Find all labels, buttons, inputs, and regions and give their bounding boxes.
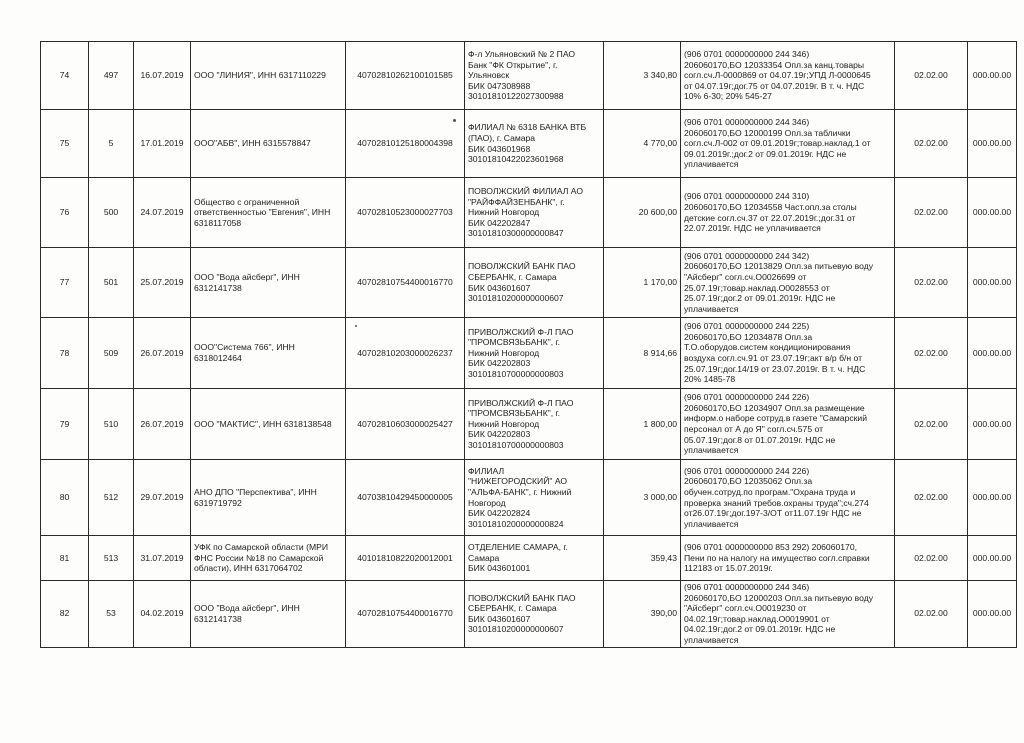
bank-line: ПРИВОЛЖСКИЙ Ф-Л ПАО — [468, 397, 574, 408]
account-number: 40702810754400016770 — [346, 248, 465, 318]
payment-date: 26.07.2019 — [134, 318, 191, 389]
bank-line: Новгород — [468, 497, 506, 508]
payment-amount: 4 770,00 — [604, 110, 681, 178]
bank-line: Банк "ФК Открытие", г. — [468, 59, 558, 70]
zero-amount: 000.00.00 — [968, 42, 1017, 110]
payee-name: ООО "ЛИНИЯ", ИНН 6317110229 — [191, 42, 346, 110]
bank-line: "ПРОМСВЯЗЬБАНК", г. — [468, 337, 560, 348]
purpose-line: 206060170,БО 12034907 Опл.за размещение — [684, 402, 865, 413]
payment-purpose — [681, 389, 895, 460]
payee-bank — [465, 581, 604, 648]
purpose-line: проверка знаний требов.охраны труда";сч.274 — [684, 497, 869, 508]
row-number: 78 — [41, 318, 89, 389]
bank-line: Ульяновск — [468, 70, 510, 81]
purpose-line: 04.02.19г;товар.наклад.О0019901 от — [684, 613, 830, 624]
purpose-line: Пени по на налогу на имущество согл.справки — [684, 552, 870, 563]
purpose-line: от26.07.19г;дог.197-3/ОТ от11.07.19г НДС не — [684, 508, 862, 519]
payment-register-table — [40, 41, 1017, 648]
scan-speck — [453, 119, 456, 122]
account-number: 40703810429450000005 — [346, 460, 465, 536]
payment-amount: 3 000,00 — [604, 460, 681, 536]
purpose-line: 206060170,БО 12000203 Опл.за питьевую воду — [684, 592, 874, 603]
bank-line: 30101810122027300988 — [468, 91, 564, 102]
purpose-line: уплачивается — [684, 303, 739, 314]
payment-amount: 1 800,00 — [604, 389, 681, 460]
purpose-line: 04.02.19г;дог.2 от 09.01.2019г. НДС не — [684, 624, 836, 635]
bank-line: ПОВОЛЖСКИЙ ФИЛИАЛ АО — [468, 186, 584, 197]
payee-name: ООО "МАКТИС", ИНН 6318138548 — [191, 389, 346, 460]
table-row — [41, 318, 1017, 389]
row-number: 77 — [41, 248, 89, 318]
row-number: 82 — [41, 581, 89, 648]
purpose-line: уплачивается — [684, 159, 739, 170]
zero-amount: 000.00.00 — [968, 110, 1017, 178]
document-number: 509 — [89, 318, 134, 389]
payment-amount: 20 600,00 — [604, 178, 681, 248]
classification-code: 02.02.00 — [895, 460, 968, 536]
payment-purpose — [681, 178, 895, 248]
account-number: 40702810754400016770 — [346, 581, 465, 648]
payee-name: ООО "Вода айсберг", ИНН 6312141738 — [191, 581, 346, 648]
classification-code: 02.02.00 — [895, 389, 968, 460]
purpose-line: согл.сч.Л-002 от 09.01.2019г;товар.наклад.1 от — [684, 138, 871, 149]
bank-line: Нижний Новгород — [468, 418, 540, 429]
bank-line: БИК 042202803 — [468, 429, 531, 440]
payment-amount: 8 914,66 — [604, 318, 681, 389]
table-row — [41, 389, 1017, 460]
table-row — [41, 178, 1017, 248]
payment-date: 16.07.2019 — [134, 42, 191, 110]
document-number: 501 — [89, 248, 134, 318]
purpose-line: (906 0701 0000000000 244 342) — [684, 250, 810, 261]
purpose-line: (906 0701 0000000000 244 346) — [684, 117, 810, 128]
table-row — [41, 460, 1017, 536]
purpose-line: 22.07.2019г. НДС не уплачивается — [684, 223, 821, 234]
payee-bank — [465, 110, 604, 178]
bank-line: СБЕРБАНК, г. Самара — [468, 603, 557, 614]
payee-bank — [465, 42, 604, 110]
purpose-line: 206060170,БО 12034558 Част.опл.за столы — [684, 201, 857, 212]
payee-bank — [465, 460, 604, 536]
payee-bank — [465, 178, 604, 248]
purpose-line: (906 0701 0000000000 244 310) — [684, 191, 810, 202]
row-number: 76 — [41, 178, 89, 248]
bank-line: БИК 047308988 — [468, 80, 531, 91]
bank-line: ПОВОЛЖСКИЙ БАНК ПАО — [468, 261, 576, 272]
classification-code: 02.02.00 — [895, 42, 968, 110]
purpose-line: 05.07.19г;дог.8 от 01.07.2019г. НДС не — [684, 434, 836, 445]
bank-line: 30101810200000000824 — [468, 518, 564, 529]
document-number: 53 — [89, 581, 134, 648]
purpose-line: (906 0701 0000000000 853 292) 206060170, — [684, 542, 857, 553]
purpose-line: 25.07.19г;товар.наклад.О0028553 от — [684, 282, 830, 293]
account-number: 40101810822020012001 — [346, 536, 465, 581]
bank-line: "АЛЬФА-БАНК", г. Нижний — [468, 486, 572, 497]
purpose-line: "Айсберг" согл.сч.О0026699 от — [684, 271, 807, 282]
payment-date: 25.07.2019 — [134, 248, 191, 318]
payment-purpose — [681, 460, 895, 536]
bank-line: ОТДЕЛЕНИЕ САМАРА, г. — [468, 542, 568, 553]
bank-line: БИК 042202803 — [468, 358, 531, 369]
payee-bank — [465, 389, 604, 460]
payment-register-sheet — [40, 41, 1016, 648]
payee-name: ООО "Вода айсберг", ИНН 6312141738 — [191, 248, 346, 318]
row-number: 74 — [41, 42, 89, 110]
table-row — [41, 248, 1017, 318]
row-number: 75 — [41, 110, 89, 178]
purpose-line: 112183 от 15.07.2019г. — [684, 563, 773, 574]
document-number: 500 — [89, 178, 134, 248]
purpose-line: (906 0701 0000000000 244 226) — [684, 465, 810, 476]
payment-date: 04.02.2019 — [134, 581, 191, 648]
payee-bank — [465, 318, 604, 389]
classification-code: 02.02.00 — [895, 536, 968, 581]
purpose-line: уплачивается — [684, 634, 739, 645]
bank-line: Ф-л Ульяновский № 2 ПАО — [468, 49, 576, 60]
bank-line: БИК 043601001 — [468, 563, 531, 574]
bank-line: ПРИВОЛЖСКИЙ Ф-Л ПАО — [468, 326, 574, 337]
purpose-line: 206060170,БО 12035062 Опл.за — [684, 476, 813, 487]
payment-amount: 1 170,00 — [604, 248, 681, 318]
zero-amount: 000.00.00 — [968, 318, 1017, 389]
account-number: 40702810523000027703 — [346, 178, 465, 248]
payment-date: 24.07.2019 — [134, 178, 191, 248]
payment-purpose — [681, 110, 895, 178]
bank-line: БИК 042202847 — [468, 217, 531, 228]
document-number: 513 — [89, 536, 134, 581]
bank-line: "РАЙФФАЙЗЕНБАНК", г. — [468, 196, 565, 207]
zero-amount: 000.00.00 — [968, 248, 1017, 318]
table-row — [41, 536, 1017, 581]
payment-amount: 390,00 — [604, 581, 681, 648]
payment-amount: 3 340,80 — [604, 42, 681, 110]
payment-purpose — [681, 536, 895, 581]
zero-amount: 000.00.00 — [968, 536, 1017, 581]
row-number: 79 — [41, 389, 89, 460]
purpose-line: 10% 6-30; 20% 545-27 — [684, 91, 772, 102]
purpose-line: (906 0701 0000000000 244 346) — [684, 49, 810, 60]
document-number: 497 — [89, 42, 134, 110]
purpose-line: персонал от А до Я" согл.сч.575 от — [684, 424, 824, 434]
payment-amount: 359,43 — [604, 536, 681, 581]
classification-code: 02.02.00 — [895, 581, 968, 648]
bank-line: 30101810700000000803 — [468, 368, 564, 379]
classification-code: 02.02.00 — [895, 248, 968, 318]
bank-line: БИК 043601607 — [468, 613, 531, 624]
purpose-line: 09.01.2019г.;дог.2 от 09.01.2019г. НДС не — [684, 148, 847, 159]
purpose-line: "Айсберг" согл.сч.О0019230 от — [684, 603, 807, 614]
purpose-line: 206060170,БО 12033354 Опл.за канц.товары — [684, 59, 865, 70]
bank-line: Нижний Новгород — [468, 207, 540, 218]
bank-line: СБЕРБАНК, г. Самара — [468, 271, 557, 282]
classification-code: 02.02.00 — [895, 318, 968, 389]
bank-line: БИК 042202824 — [468, 508, 531, 519]
bank-line: "НИЖЕГОРОДСКИЙ" АО — [468, 476, 568, 487]
bank-line: БИК 043601968 — [468, 143, 531, 154]
payee-name: УФК по Самарской области (МРИ ФНС России №18 по Самарской области), ИНН 6317064702 — [191, 536, 346, 581]
payment-purpose — [681, 318, 895, 389]
purpose-line: 206060170,БО 12000199 Опл.за таблички — [684, 127, 851, 138]
zero-amount: 000.00.00 — [968, 389, 1017, 460]
account-number: 40702810125180004398 — [346, 110, 465, 178]
table-row — [41, 581, 1017, 648]
payee-name: АНО ДПО "Перспектива", ИНН 6319719792 — [191, 460, 346, 536]
classification-code: 02.02.00 — [895, 178, 968, 248]
document-number: 510 — [89, 389, 134, 460]
purpose-line: (906 0701 0000000000 244 226) — [684, 392, 810, 403]
payment-date: 26.07.2019 — [134, 389, 191, 460]
purpose-line: 206060170,БО 12034878 Опл.за — [684, 331, 813, 342]
purpose-line: согл.сч.Л-0000869 от 04.07.19г;УПД Л-0000645 — [684, 70, 871, 81]
purpose-line: (906 0701 0000000000 244 225) — [684, 321, 810, 332]
purpose-line: 20% 1485-78 — [684, 374, 736, 385]
bank-line: 30101810422023601968 — [468, 154, 564, 165]
purpose-line: воздуха согл.сч.91 от 23.07.19г;акт в/р б/н от — [684, 353, 863, 363]
purpose-line: обучен.сотруд.по програм."Охрана труда и — [684, 486, 856, 497]
bank-line: ФИЛИАЛ № 6318 БАНКА ВТБ — [468, 122, 587, 133]
account-number: 40702810262100101585 — [346, 42, 465, 110]
bank-line: БИК 043601607 — [468, 282, 531, 293]
classification-code: 02.02.00 — [895, 110, 968, 178]
payment-date: 29.07.2019 — [134, 460, 191, 536]
document-number: 5 — [89, 110, 134, 178]
purpose-line: 25.07.19г;дог.14/19 от 23.07.2019г. В т. ч. НДС — [684, 363, 866, 374]
row-number: 80 — [41, 460, 89, 536]
purpose-line: Т.О.оборудов.систем кондиционирования — [684, 342, 851, 353]
bank-line: Нижний Новгород — [468, 347, 540, 358]
bank-line: ФИЛИАЛ — [468, 465, 505, 476]
purpose-line: (906 0701 0000000000 244 346) — [684, 582, 810, 592]
payment-date: 17.01.2019 — [134, 110, 191, 178]
bank-line: 30101810200000000607 — [468, 624, 564, 635]
document-number: 512 — [89, 460, 134, 536]
zero-amount: 000.00.00 — [968, 460, 1017, 536]
purpose-line: 25.07.19г;дог.2 от 09.01.2019г. НДС не — [684, 293, 836, 304]
account-number: 40702810203000026237 — [346, 318, 465, 389]
payee-bank — [465, 248, 604, 318]
register-rows — [41, 42, 1017, 648]
bank-line: ПОВОЛЖСКИЙ БАНК ПАО — [468, 592, 576, 603]
table-row — [41, 110, 1017, 178]
payee-name: Общество с ограниченной ответственностью "Евгения", ИНН 6318117058 — [191, 178, 346, 248]
row-number: 81 — [41, 536, 89, 581]
payment-purpose — [681, 42, 895, 110]
payee-bank — [465, 536, 604, 581]
bank-line: 30101810300000000847 — [468, 228, 564, 239]
bank-line: "ПРОМСВЯЗЬБАНК", г. — [468, 408, 560, 419]
bank-line: 30101810200000000607 — [468, 293, 564, 304]
account-number: 40702810603000025427 — [346, 389, 465, 460]
zero-amount: 000.00.00 — [968, 581, 1017, 648]
purpose-line: уплачивается — [684, 518, 739, 529]
payee-name: ООО"Система 766", ИНН 6318012464 — [191, 318, 346, 389]
purpose-line: информ.о наборе сотруд.в газете "Самарский — [684, 413, 868, 424]
zero-amount: 000.00.00 — [968, 178, 1017, 248]
purpose-line: уплачивается — [684, 445, 739, 456]
bank-line: 30101810700000000803 — [468, 439, 564, 450]
payment-purpose — [681, 581, 895, 648]
payee-name: ООО"АБВ", ИНН 6315578847 — [191, 110, 346, 178]
scan-speck — [355, 325, 357, 327]
purpose-line: детские согл.сч.37 от 22.07.2019г.;дог.31 от — [684, 212, 856, 223]
purpose-line: от 04.07.19г;дог.75 от 04.07.2019г. В т. ч. НДС — [684, 80, 865, 91]
bank-line: Самара — [468, 552, 500, 563]
purpose-line: 206060170,БО 12013829 Опл.за питьевую воду — [684, 261, 874, 272]
payment-date: 31.07.2019 — [134, 536, 191, 581]
bank-line: (ПАО), г. Самара — [468, 132, 536, 143]
table-row — [41, 42, 1017, 110]
payment-purpose — [681, 248, 895, 318]
